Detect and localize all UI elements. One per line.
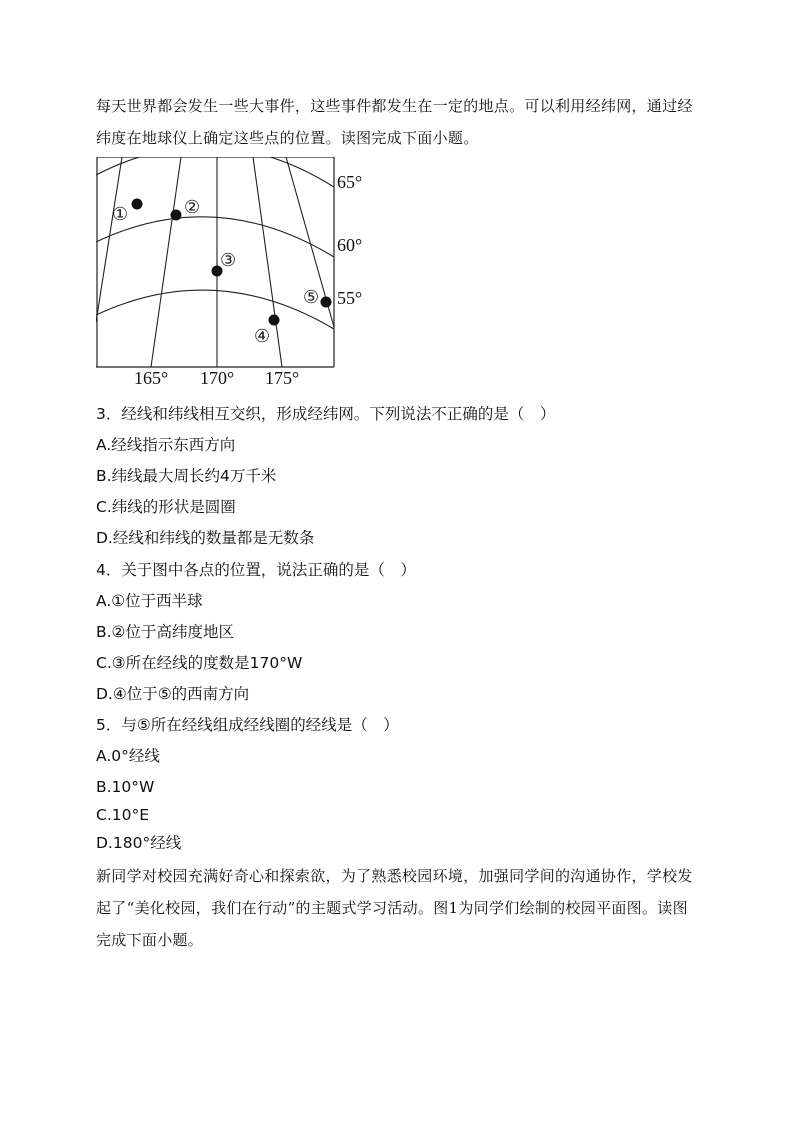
question-4-stem: 4．关于图中各点的位置，说法正确的是（ ） [96,561,416,579]
point-label-4: ④ [254,326,271,347]
q5-option-a: A.0°经线 [96,747,160,765]
point-4 [269,315,280,326]
meridian-165 [151,157,181,367]
q5-option-b: B.10°W [96,778,155,796]
point-label-2: ② [184,197,201,218]
point-label-1: ① [112,204,129,225]
q3-option-a: A.经线指示东西方向 [96,436,236,454]
intro-passage: 每天世界都会发生一些大事件，这些事件都发生在一定的地点。可以利用经纬网，通过经纬度在地球仪上确定这些点的位置。读图完成下面小题。 [96,97,693,147]
q3-option-b: B.纬线最大周长约4万千米 [96,467,277,485]
lat-label-60: 60° [337,235,363,255]
q4-option-c: C.③所在经线的度数是170°W [96,654,303,672]
parallel-65 [96,157,334,187]
q4-option-d: D.④位于⑤的西南方向 [96,685,250,703]
meridian-160 [96,157,122,322]
lon-label-170: 170° [200,368,235,387]
school-passage: 新同学对校园充满好奇心和探索欲，为了熟悉校园环境，加强同学间的沟通协作，学校发起了“美化校园，我们在行动”的主题式学习活动。图1为同学们绘制的校园平面图。读图完成下面小题。 [96,867,693,949]
lon-label-175: 175° [265,368,300,387]
point-label-3: ③ [220,250,237,271]
q5-option-d: D.180°经线 [96,834,182,852]
q3-option-c: C.纬线的形状是圆圈 [96,498,236,516]
lon-label-165: 165° [134,368,169,387]
q3-option-d: D.经线和纬线的数量都是无数条 [96,529,315,547]
point-5 [321,297,332,308]
lat-label-55: 55° [337,288,363,308]
question-5-stem: 5．与⑤所在经线组成经线圈的经线是（ ） [96,716,399,734]
map-frame [96,157,334,367]
point-label-5: ⑤ [303,287,320,308]
lat-label-65: 65° [337,172,363,192]
parallel-55 [96,290,334,329]
question-3-stem: 3．经线和纬线相互交织，形成经纬网。下列说法不正确的是（ ） [96,405,556,423]
q4-option-a: A.①位于西半球 [96,592,203,610]
q5-option-c: C.10°E [96,806,150,824]
parallel-60 [96,217,334,257]
point-1 [132,199,143,210]
q4-option-b: B.②位于高纬度地区 [96,623,234,641]
point-2 [171,210,182,221]
graticule-map [96,157,386,387]
